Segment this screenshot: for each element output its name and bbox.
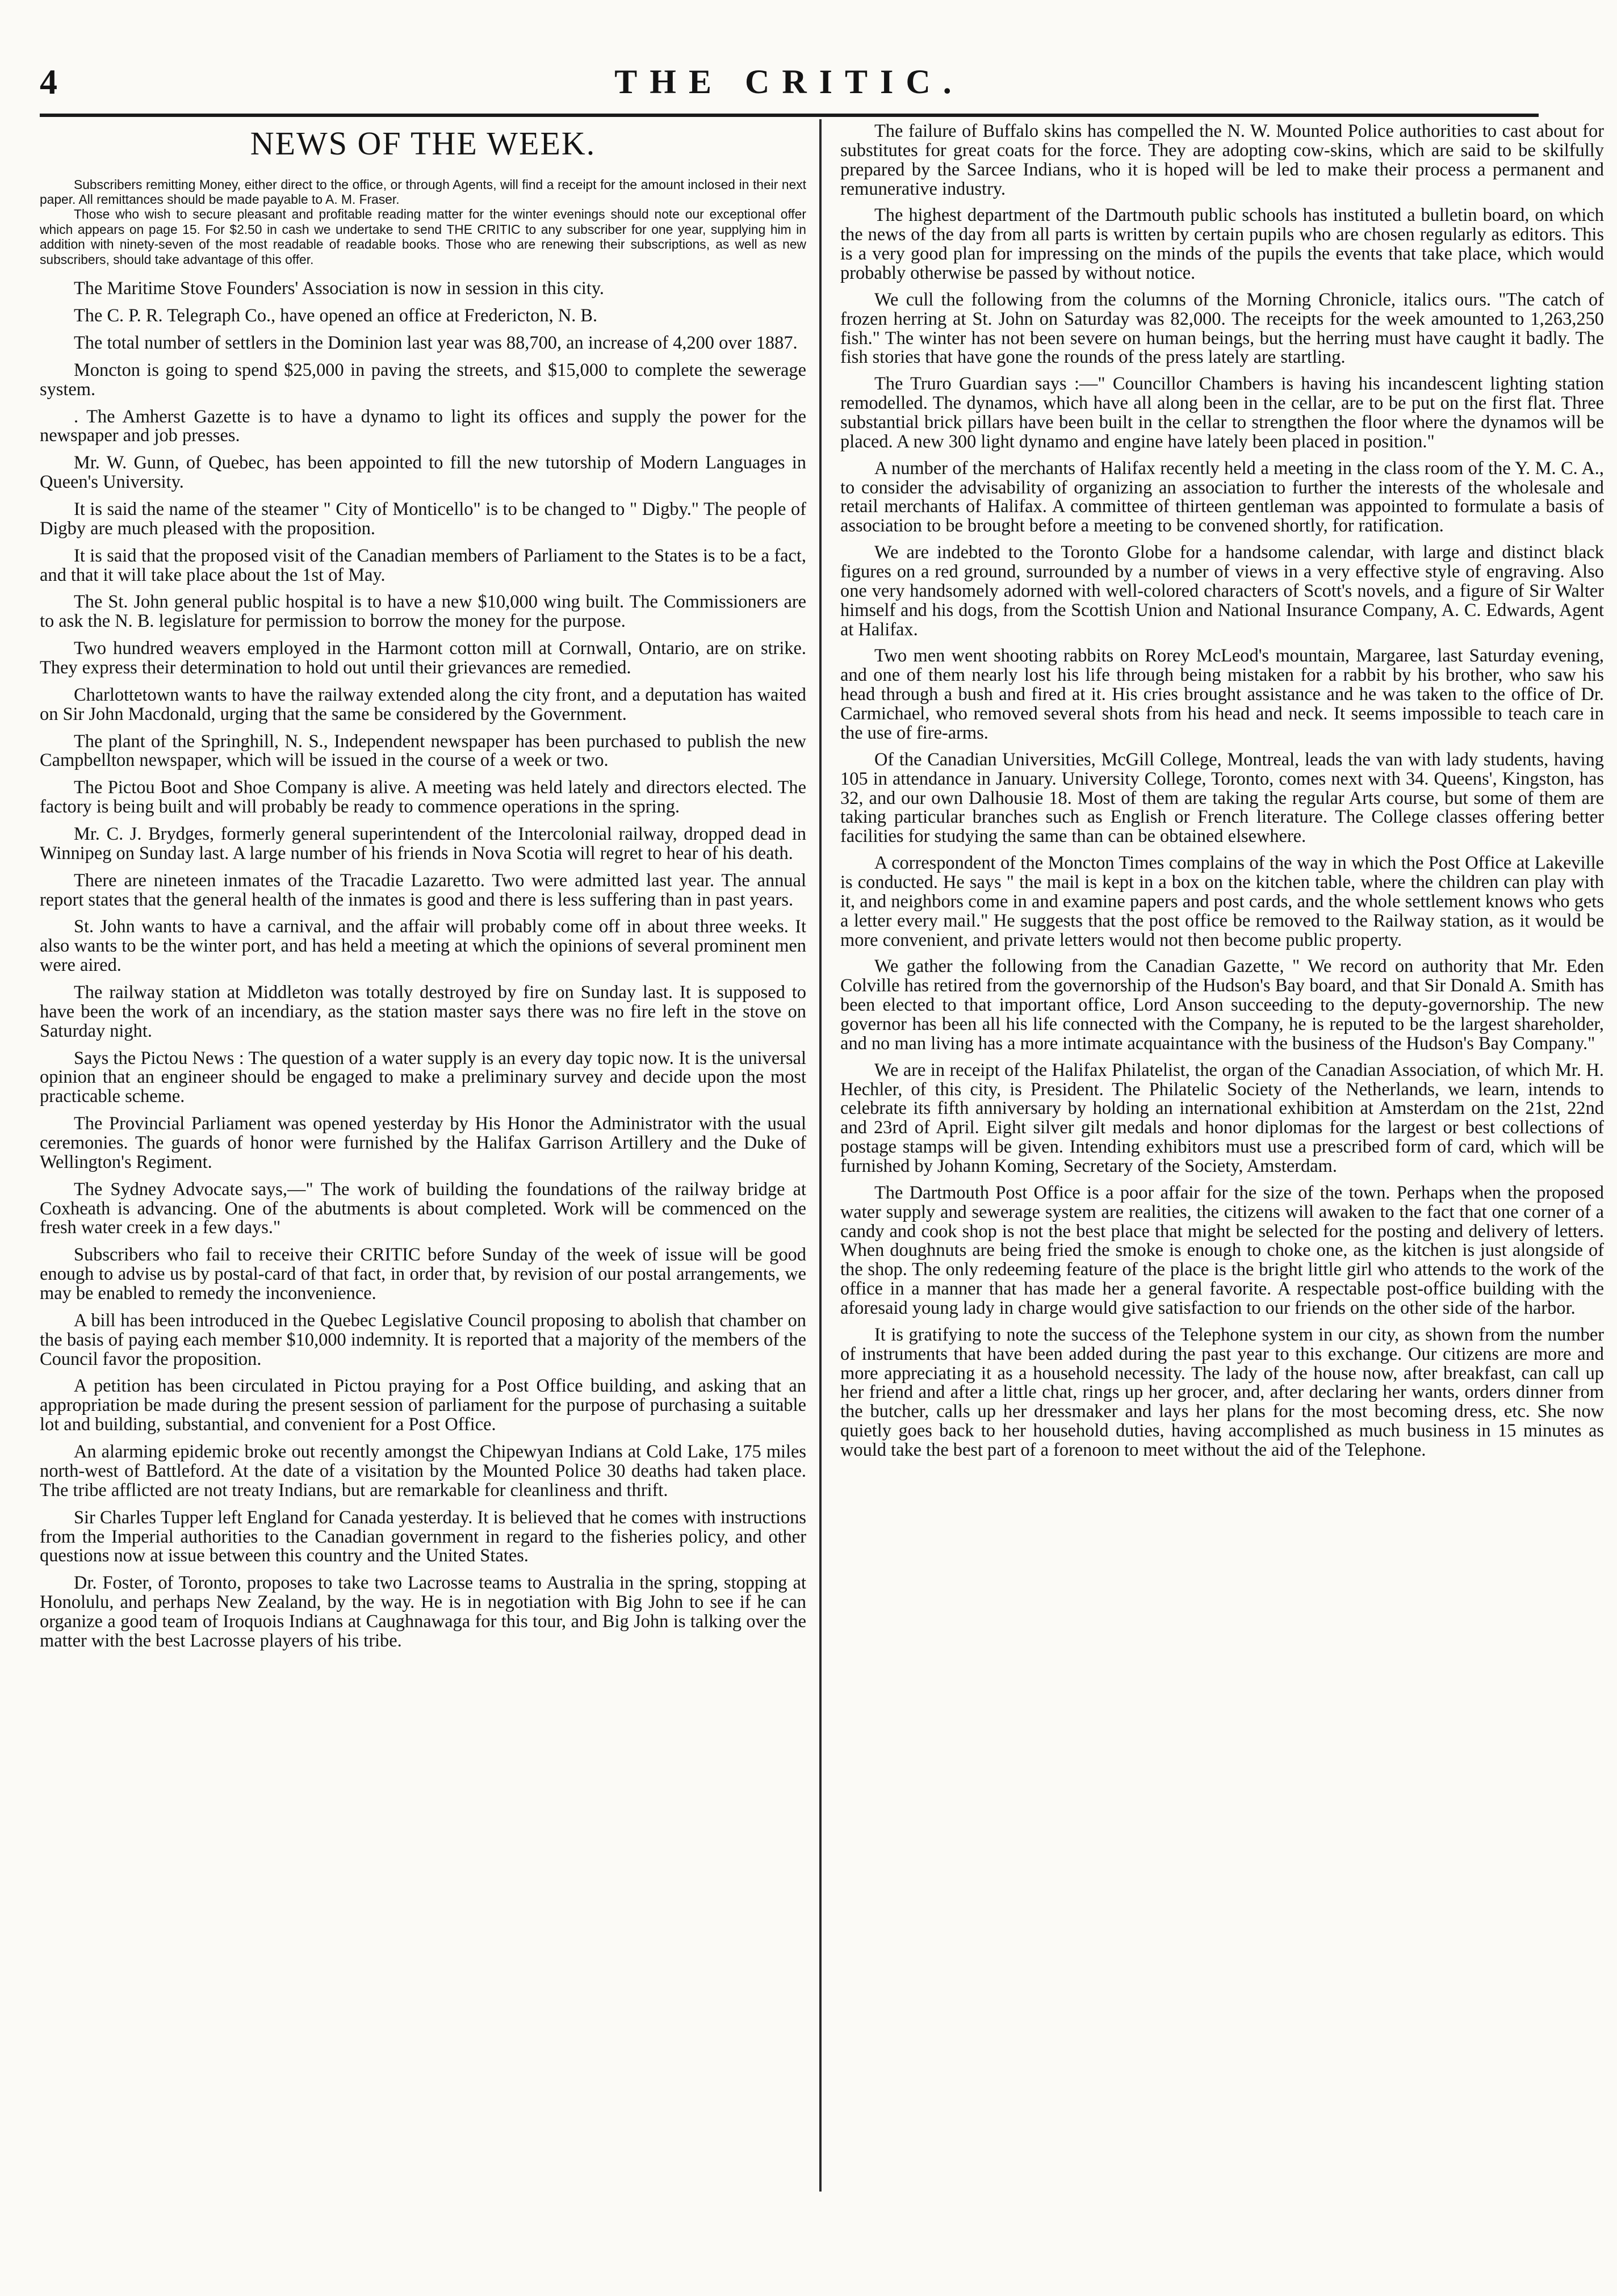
news-item: The St. John general public hospital is to have a new $10,000 wing built. The Commissioners are to ask the N. B. legislature for permission to borrow the money for the purpose. xyxy=(40,592,806,632)
column-divider xyxy=(819,119,822,2192)
news-item: The failure of Buffalo skins has compelled the N. W. Mounted Police authorities to cast about for substitutes for great coats for the force. They are adopting cow-skins, which are said to be skilfully prepared by the Sarcee Indians, who it is hoped will be led to make their process a permanent and remunerative industry. xyxy=(840,121,1604,199)
news-item: A number of the merchants of Halifax recently held a meeting in the class room of the Y. M. C. A., to consider the advisability of organizing an association to further the interests of the wholesale and retail merchants of Halifax. A committee of thirteen gentleman was appointed to formulate a basis of association to be brought before a meeting to be convened shortly, for ratification. xyxy=(840,458,1604,537)
news-item: There are nineteen inmates of the Tracadie Lazaretto. Two were admitted last year. The annual report states that the general health of the inmates is good and there is less suffering than in past years. xyxy=(40,870,806,910)
news-item: We are in receipt of the Halifax Philatelist, the organ of the Canadian Association, of which Mr. H. Hechler, of this city, is President. The Philatelic Society of the Netherlands, we learn, intends to celebrate its fifth anniversary by holding an international exhibition at Amsterdam on the 21st, 22nd and 23rd of April. Eight silver gilt medals and honor diplomas for the largest or best collections of postage stamps will be given. Intending exhibitors must use a prescribed form of card, which will be furnished by Johann Koming, Secretary of the Society, Amsterdam. xyxy=(840,1059,1604,1176)
news-item: Subscribers who fail to receive their CRITIC before Sunday of the week of issue will be good enough to advise us by postal-card of that fact, in order that, by revision of our postal arrangements, we may be enabled to remedy the inconvenience. xyxy=(40,1245,806,1304)
news-item: It is said that the proposed visit of the Canadian members of Parliament to the States is to be a fact, and that it will take place about the 1st of May. xyxy=(40,545,806,585)
news-item: Charlottetown wants to have the railway extended along the city front, and a deputation has waited on Sir John Macdonald, urging that the same be considered by the Government. xyxy=(40,684,806,724)
section-title: NEWS OF THE WEEK. xyxy=(250,125,596,162)
subscriber-notice xyxy=(40,177,806,267)
news-item: The Maritime Stove Founders' Association is now in session in this city. xyxy=(74,278,605,299)
notice-paragraph: Subscribers remitting Money, either direct to the office, or through Agents, will find a receipt for the amount inclosed in their next paper. All remittances should be made payable to A. M. Fraser. xyxy=(40,177,806,207)
news-item: A petition has been circulated in Pictou praying for a Post Office building, and asking that an appropriation be made during the present session of parliament for the purpose of purchasing a suitable lot and building, substantial, and convenient for a Post Office. xyxy=(40,1376,806,1435)
notice-paragraph: Those who wish to secure pleasant and profitable reading matter for the winter evenings should note our exceptional offer which appears on page 15. For $2.50 in cash we undertake to send THE CRITIC to any subscriber for one year, supplying him in addition with ninety-seven of the most readable of readable books. Those who are renewing their subscriptions, as well as new subscribers, should take advantage of this offer. xyxy=(40,207,806,267)
right-news-list xyxy=(840,122,1604,1460)
news-item: A correspondent of the Moncton Times complains of the way in which the Post Office at Lakeville is conducted. He says " the mail is kept in a box on the kitchen table, where the children can play with it, and neighbors come in and examine papers and post cards, and the whole settlement knows who gets a letter every mail." He suggests that the post office be removed to the Railway station, as it would be more convenient, and private letters would not then become public property. xyxy=(840,853,1604,950)
paper-title: THE CRITIC. xyxy=(614,63,964,100)
news-item: Dr. Foster, of Toronto, proposes to take two Lacrosse teams to Australia in the spring, stopping at Honolulu, and perhaps New Zealand, by the way. He is in negotiation with Big John to see if he can organize a good team of Iroquois Indians at Caughnawaga for this tour, and Big John is talking over the matter with the best Lacrosse players of his tribe. xyxy=(40,1573,806,1651)
news-item: An alarming epidemic broke out recently amongst the Chipewyan Indians at Cold Lake, 175 miles north-west of Battleford. At the date of a visitation by the Mounted Police 30 deaths had taken place. The tribe afflicted are not treaty Indians, but are remarkable for cleanliness and thrift. xyxy=(40,1442,806,1501)
news-item: Two men went shooting rabbits on Rorey McLeod's mountain, Margaree, last Saturday evening, and one of them nearly lost his life through being mistaken for a rabbit by his brother, who saw his head through a bush and fired at it. His cries brought assistance and he was taken to the office of Dr. Carmichael, who removed several shots from his head and neck. It seems impossible to teach care in the use of fire-arms. xyxy=(840,646,1604,743)
news-item: The total number of settlers in the Dominion last year was 88,700, an increase of 4,200 over 1887. xyxy=(74,332,798,353)
news-item: The Truro Guardian says :—" Councillor Chambers is having his incandescent lighting station remodelled. The dynamos, which have all along been in the cellar, are to be put on the first flat. Three substantial brick pillars have been built in the cellar to strengthen the floor where the dynamos will be placed. A new 300 light dynamo and engine have lately been placed in position." xyxy=(840,374,1604,452)
news-item: The Provincial Parliament was opened yesterday by His Honor the Administrator with the usual ceremonies. The guards of honor were furnished by the Halifax Garrison Artillery and the Duke of Wellington's Regiment. xyxy=(40,1113,806,1172)
masthead xyxy=(40,62,1539,119)
page-number: 4 xyxy=(40,63,57,102)
news-item: Of the Canadian Universities, McGill College, Montreal, leads the van with lady students, having 105 in attendance in January. University College, Toronto, comes next with 34. Queens', Kingston, has 32, and our own Dalhousie 18. Most of them are taking the regular Arts course, but some of them are taking particular branches such as English or French literature. The College classes offering better facilities for studying the same than can be obtained elsewhere. xyxy=(840,749,1604,847)
news-item: The Pictou Boot and Shoe Company is alive. A meeting was held lately and directors elected. The factory is being built and will probably be ready to commence operations in the spring. xyxy=(40,777,806,818)
news-item: It is said the name of the steamer " City of Monticello" is to be changed to " Digby." The people of Digby are much pleased with the proposition. xyxy=(40,498,806,539)
news-item: The plant of the Springhill, N. S., Independent newspaper has been purchased to publish the new Campbellton newspaper, which will be issued in the course of a week or two. xyxy=(40,731,806,771)
news-item: Says the Pictou News : The question of a water supply is an every day topic now. It is the universal opinion that an engineer should be engaged to make a preliminary survey and decide upon the most practicable scheme. xyxy=(40,1048,806,1107)
news-item: We cull the following from the columns of the Morning Chronicle, italics ours. "The catch of frozen herring at St. John on Saturday was 82,000. The receipts for the week amounted to 1,263,250 fish." The winter has not been severe on human beings, but the herring must have caught it badly. The fish stories that have gone the rounds of the press lately are startling. xyxy=(840,289,1604,368)
news-item: We gather the following from the Canadian Gazette, " We record on authority that Mr. Eden Colville has retired from the governorship of the Hudson's Bay board, and that Sir Donald A. Smith has been elected to that important office, Lord Anson succeeding to the deputy-governorship. The new governor has been all his life connected with the Company, he is reputed to be the largest shareholder, and no man living has a more intimate acquaintance with the business of the Hudson's Bay Company." xyxy=(840,956,1604,1054)
news-item: The highest department of the Dartmouth public schools has instituted a bulletin board, on which the news of the day from all parts is written by certain pupils who are chosen regularly as editors. This is a very good plan for impressing on the minds of the pupils the events that take place, which would probably otherwise be passed by without notice. xyxy=(840,205,1604,284)
news-item: We are indebted to the Toronto Globe for a handsome calendar, with large and distinct black figures on a red ground, surrounded by a number of views in a very effective style of engraving. Also one very handsomely adorned with well-colored characters of Scott's novels, and a figure of Sir Walter himself and his dogs, from the Scottish Union and National Insurance Company, A. C. Edwards, Agent at Halifax. xyxy=(840,542,1604,640)
news-item: The Dartmouth Post Office is a poor affair for the size of the town. Perhaps when the proposed water supply and sewerage system are realities, the citizens will awaken to the fact that one corner of a candy and cook shop is not the best place that might be selected for the posting and delivery of letters. When doughnuts are being fried the smoke is enough to choke one, as the kitchen is just alongside of the shop. The only redeeming feature of the place is the bright little girl who attends to the work of the office in a manner that has made her a general favorite. A respectable post-office building with the aforesaid young lady in charge would give satisfaction to our friends on the other side of the harbor. xyxy=(840,1182,1604,1318)
news-item: St. John wants to have a carnival, and the affair will probably come off in about three weeks. It also wants to be the winter port, and has held a meeting at which the opinions of several prominent men were aired. xyxy=(40,916,806,976)
left-news-list xyxy=(40,279,806,1650)
news-item: The Sydney Advocate says,—" The work of building the foundations of the railway bridge at Coxheath is advancing. One of the abutments is about completed. Work will be commenced on the fresh water creek in a few days." xyxy=(40,1179,806,1238)
news-item: The C. P. R. Telegraph Co., have opened an office at Fredericton, N. B. xyxy=(74,305,598,326)
news-item: It is gratifying to note the success of the Telephone system in our city, as shown from the number of instruments that have been added during the past year to this exchange. Our citizens are more and more appreciating it as a household necessity. The lady of the house now, after breakfast, can call up her friend and after a little chat, rings up her grocer, and, after declaring her wants, orders dinner from the butcher, calls up her dressmaker and lays her plans for the most becoming dress, etc. She now quietly goes back to her household duties, having accomplished as much business in 15 minutes as would take the best part of a forenoon to meet without the aid of the Telephone. xyxy=(840,1324,1604,1460)
header-rule xyxy=(40,114,1539,117)
news-item: The railway station at Middleton was totally destroyed by fire on Sunday last. It is supposed to have been the work of an incendiary, as the station master says there was no fire left in the stove on Saturday night. xyxy=(40,982,806,1041)
news-item: A bill has been introduced in the Quebec Legislative Council proposing to abolish that chamber on the basis of paying each member $10,000 indemnity. It is reported that a majority of the members of the Council favor the proposition. xyxy=(40,1310,806,1369)
news-item: Mr. W. Gunn, of Quebec, has been appointed to fill the new tutorship of Modern Languages in Queen's University. xyxy=(40,453,806,493)
news-item: Two hundred weavers employed in the Harmont cotton mill at Cornwall, Ontario, are on strike. They express their determination to hold out until their grievances are remedied. xyxy=(40,638,806,678)
right-column xyxy=(840,122,1604,1468)
news-item: Mr. C. J. Brydges, formerly general superintendent of the Intercolonial railway, dropped dead in Winnipeg on Sunday last. A large number of his friends in Nova Scotia will regret to hear of his death. xyxy=(40,824,806,864)
news-item: Moncton is going to spend $25,000 in paving the streets, and $15,000 to complete the sewerage system. xyxy=(40,359,806,400)
left-column xyxy=(40,122,806,1659)
news-item: . The Amherst Gazette is to have a dynamo to light its offices and supply the power for the newspaper and job presses. xyxy=(40,406,806,446)
news-item: Sir Charles Tupper left England for Canada yesterday. It is believed that he comes with instructions from the Imperial authorities to the Canadian government in regard to the fisheries policy, and other questions now at issue between this country and the United States. xyxy=(40,1507,806,1566)
